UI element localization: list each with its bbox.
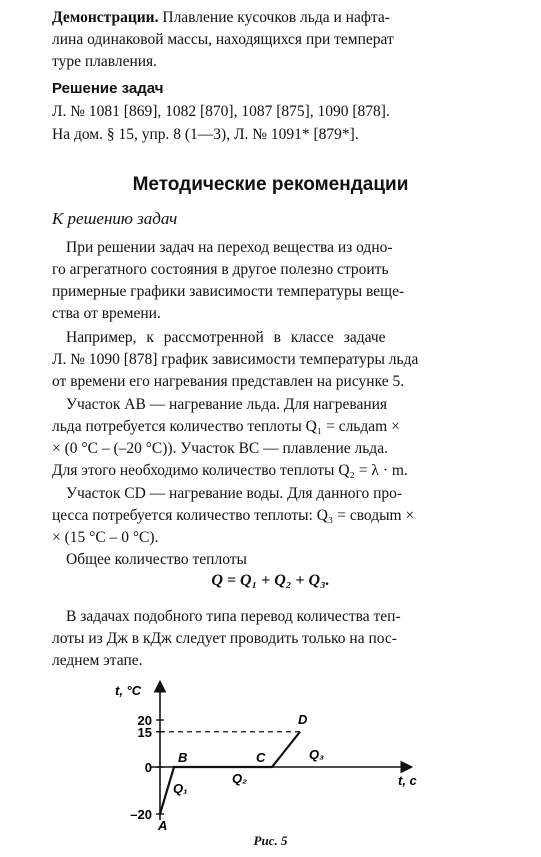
para1-line-1: При решении задач на переход вещества из одно- [66, 239, 393, 256]
tasks-title: Решение задач [52, 80, 164, 97]
demo-label: Демонстрации. [52, 9, 159, 26]
y-tick-label: 20 [137, 713, 152, 728]
para4-line-1: Участок CD — нагревание воды. Для данного про- [66, 485, 403, 502]
demo-text: Плавление кусочков льда и нафта- [158, 9, 390, 26]
para1-line-2: го агрегатного состояния в другое полезно строить [52, 261, 389, 278]
para1-line-4: ства от времени. [52, 305, 161, 322]
total-formula: Q = Q₁ + Q₂ + Q₃. [211, 572, 330, 589]
y-axis-label: t, °C [115, 683, 142, 698]
para5-line-1: В задачах подобного типа перевод количества теп- [66, 608, 401, 625]
q2-label: Q₂ [232, 771, 248, 786]
tasks-list: Л. № 1081 [869], 1082 [870], 1087 [875], 1090 [878]. [52, 103, 390, 120]
heating-curve [160, 732, 300, 814]
para5-line-2: лоты из Дж в кДж следует проводить только на пос- [52, 630, 397, 647]
section-title: Методические рекомендации [132, 174, 409, 195]
point-label-a: A [158, 818, 168, 833]
para3-line-3: × (0 °C – (–20 °C)). Участок BC — плавление льда. [52, 440, 388, 457]
q3-label: Q₃ [309, 747, 325, 762]
para3-line-2: льда потребуется количество теплоты Q₁ = cльдаm × [52, 418, 400, 435]
point-label-c: C [256, 750, 266, 765]
para4-line-3: × (15 °C – 0 °C). [52, 529, 159, 546]
para5-line-3: леднем этапе. [52, 652, 143, 669]
subsection-title: К решению задач [52, 209, 178, 228]
para1-line-3: примерные графики зависимости температуры веще- [52, 283, 405, 300]
x-axis-label: t, c [398, 773, 417, 788]
demo-line-3: туре плавления. [52, 53, 158, 70]
demo-line-1 [52, 7, 390, 28]
temperature-time-graph [0, 675, 541, 835]
para4-line-2: цесса потребуется количество теплоты: Q₃ = cводыm × [52, 507, 415, 524]
demo-line-2: лина одинаковой массы, находящихся при температ [52, 31, 394, 48]
para2-line-2: Л. № 1090 [878] график зависимости температуры льда [52, 351, 419, 368]
para3-line-1: Участок AB — нагревание льда. Для нагревания [66, 396, 388, 413]
para2-line-1: Например, к рассмотренной в классе задаче [66, 329, 386, 346]
para2-line-3: от времени его нагревания представлен на рисунке 5. [52, 373, 405, 390]
y-tick-label: –20 [130, 807, 152, 822]
para3-line-4: Для этого необходимо количество теплоты Q₂ = λ · m. [52, 462, 408, 479]
q1-label: Q₁ [173, 781, 188, 796]
total-label: Общее количество теплоты [66, 551, 247, 568]
homework-line: На дом. § 15, упр. 8 (1—3), Л. № 1091* [879*]. [52, 126, 359, 143]
point-label-d: D [298, 711, 308, 727]
point-label-b: B [178, 750, 188, 765]
y-tick-label: 0 [144, 760, 152, 775]
y-tick-label: 15 [137, 724, 152, 740]
figure-caption: Рис. 5 [253, 833, 288, 848]
